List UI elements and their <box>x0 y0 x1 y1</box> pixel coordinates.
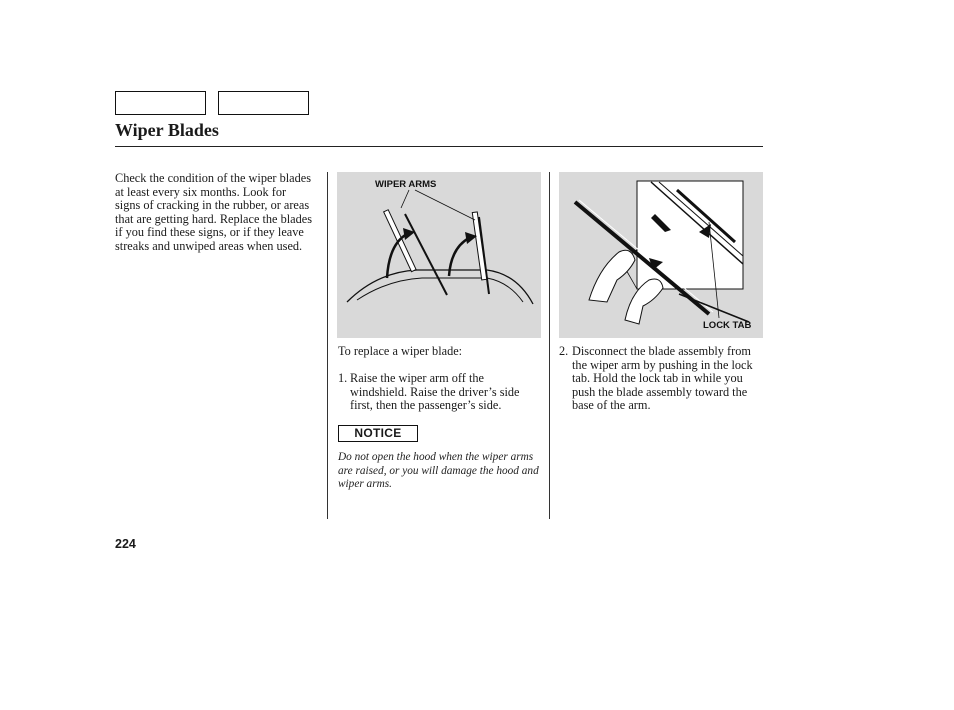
column-divider-2 <box>549 172 550 519</box>
lock-tab-figure <box>559 172 763 338</box>
column-divider-1 <box>327 172 328 519</box>
wiper-arms-figure <box>337 172 541 338</box>
notice-text: Do not open the hood when the wiper arms are raised, or you will damage the hood and wiper arms. <box>338 451 539 491</box>
wiper-arms-illustration <box>337 172 541 338</box>
title-divider <box>115 146 763 147</box>
page-title: Wiper Blades <box>115 120 219 140</box>
nav-tab-1[interactable] <box>115 91 206 115</box>
step-2-text: Disconnect the blade assembly from the wiper arm by pushing in the lock tab. Hold the lock tab in while you push the blade assembly toward the base of the arm. <box>572 344 753 413</box>
step-2-number: 2. <box>559 344 569 358</box>
step-1-number: 1. <box>338 371 348 385</box>
notice-badge: NOTICE <box>338 425 418 442</box>
step-1-text: Raise the wiper arm off the windshield. Raise the driver’s side first, then the passenger’s side. <box>350 371 520 413</box>
lock-tab-label: LOCK TAB <box>703 320 752 331</box>
page-number: 224 <box>115 537 136 551</box>
nav-tab-2[interactable] <box>218 91 309 115</box>
intro-paragraph: Check the condition of the wiper blades at least every six months. Look for signs of cracking in the rubber, or areas that are getting hard. Replace the blades if you find these signs, or if they leave streaks and unwiped areas when used. <box>115 171 313 253</box>
wiper-arms-label: WIPER ARMS <box>375 179 437 190</box>
lock-tab-illustration <box>559 172 763 338</box>
steps-lead: To replace a wiper blade: <box>338 344 463 358</box>
